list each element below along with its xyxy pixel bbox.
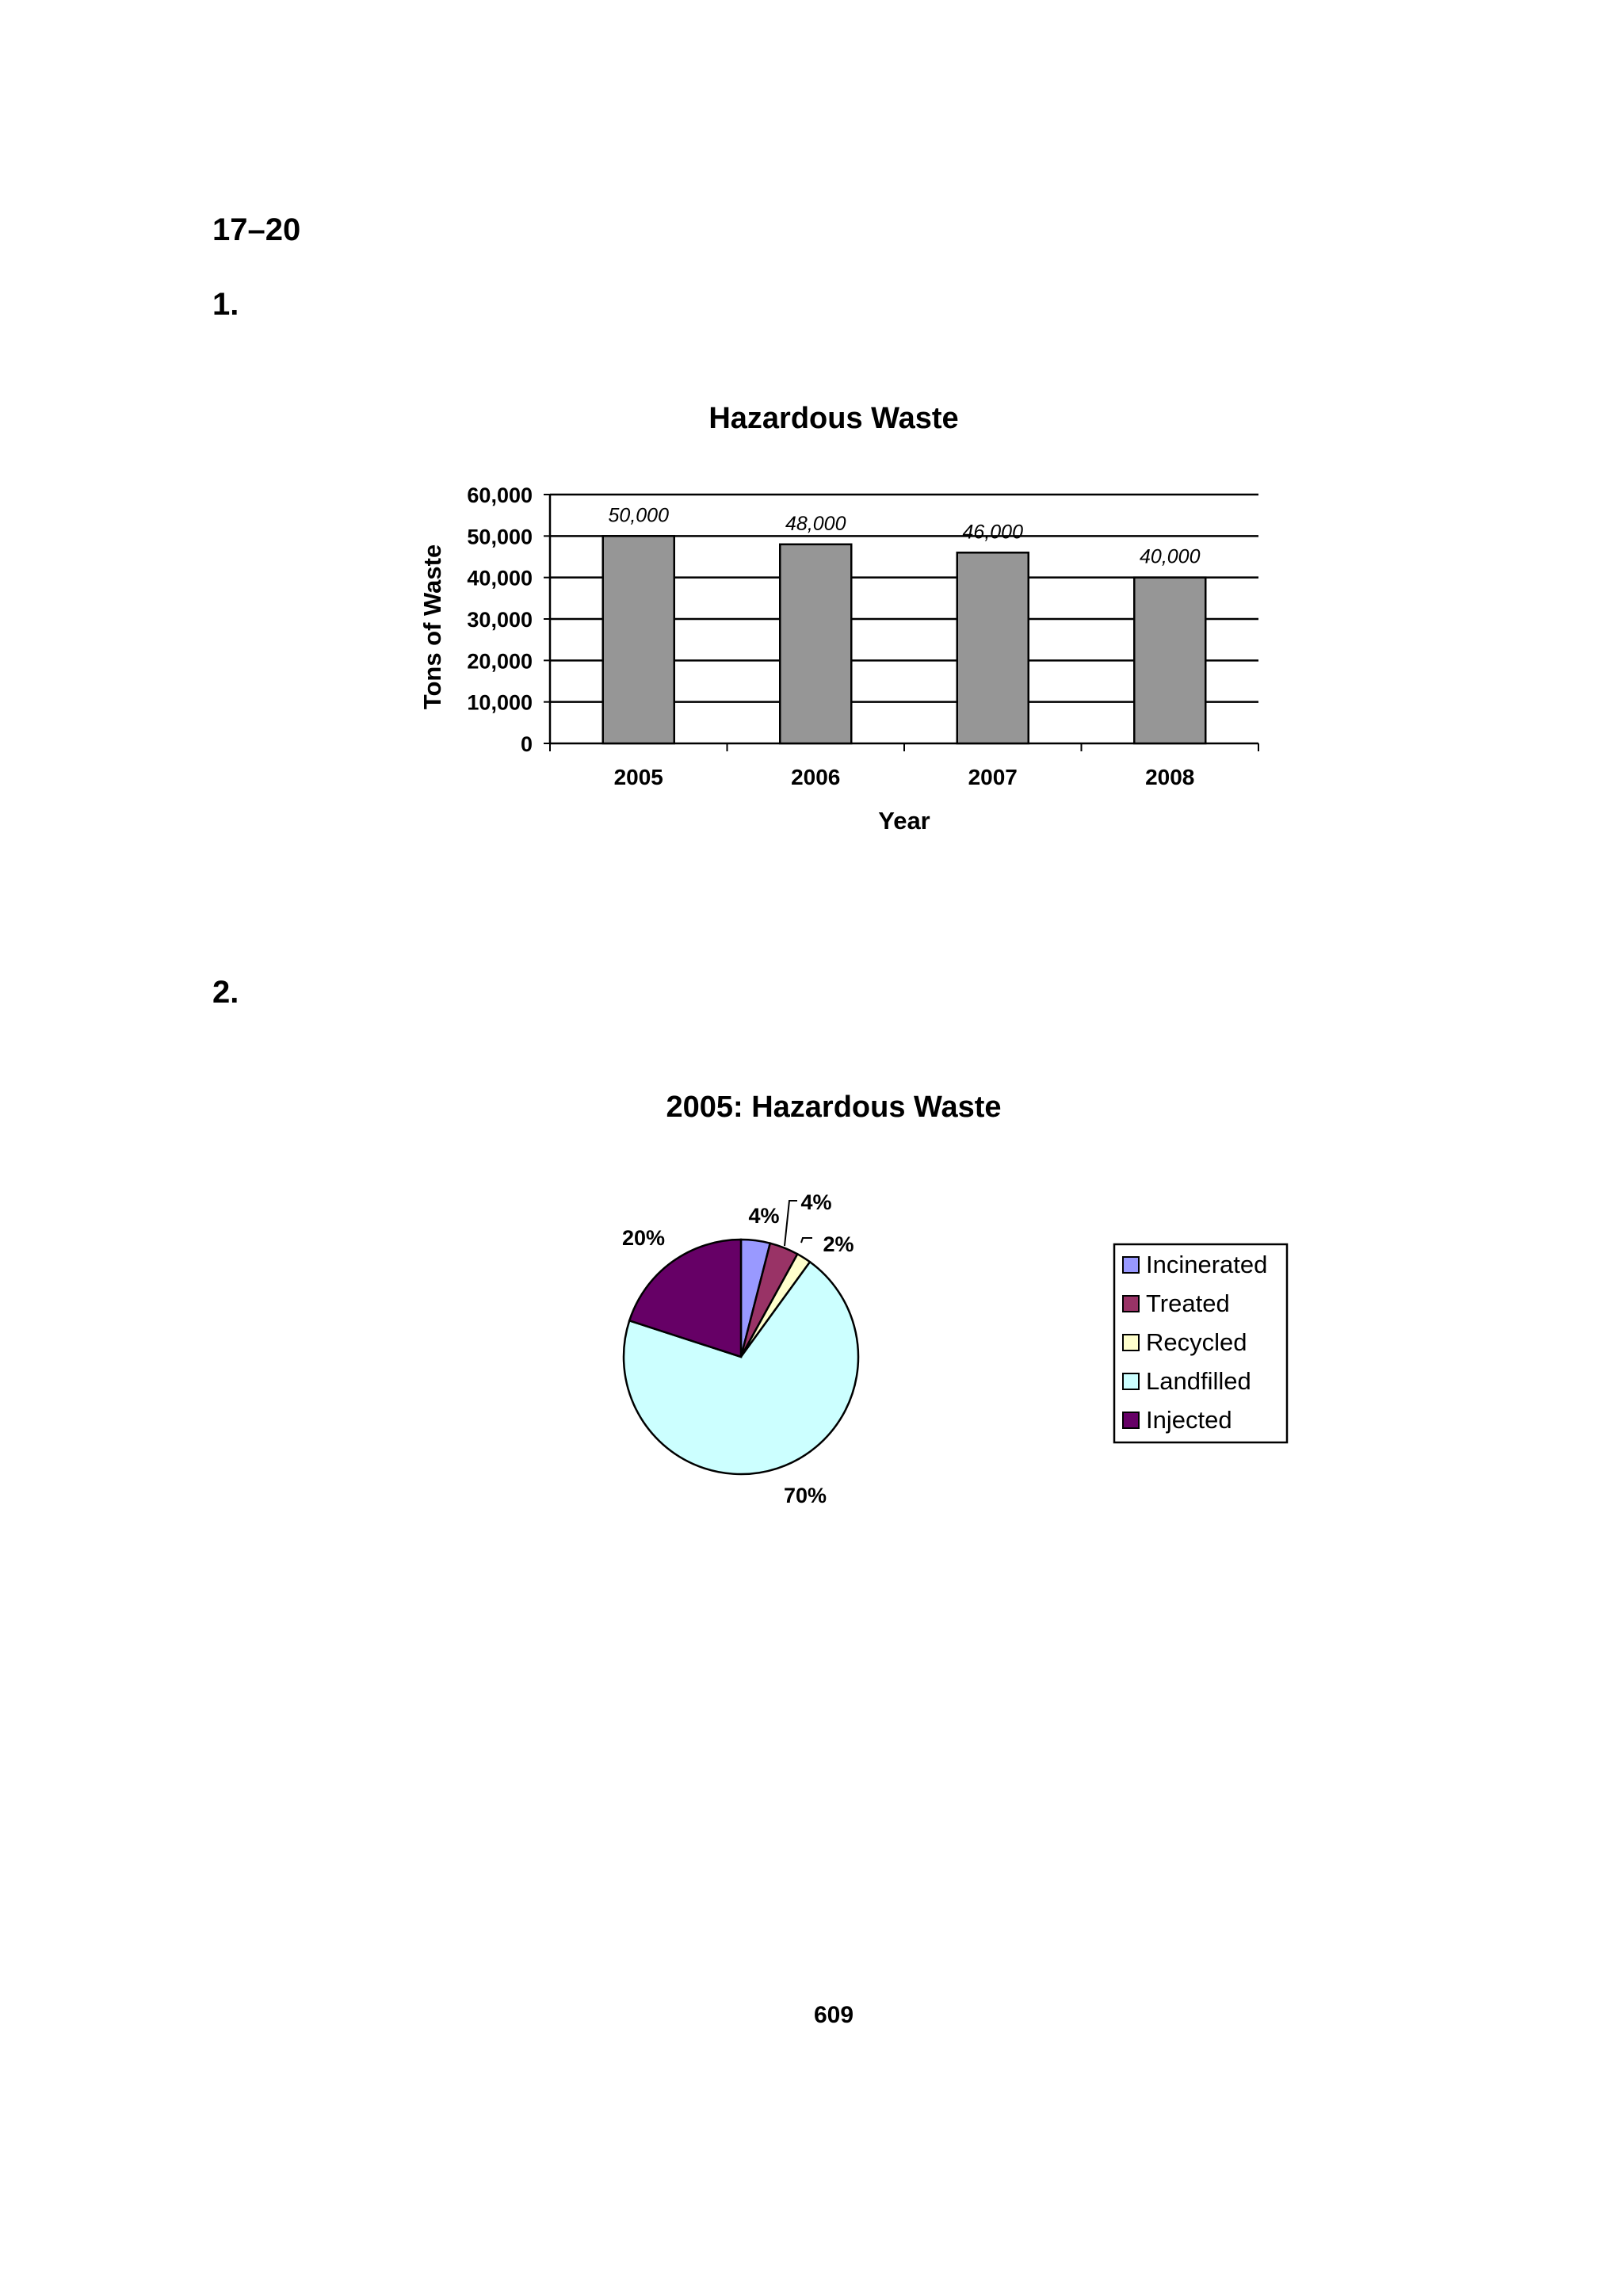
slice-label-treated: 4%	[800, 1190, 832, 1214]
y-axis-label: Tons of Waste	[418, 544, 446, 710]
slice-label-incinerated: 4%	[748, 1204, 780, 1228]
chart-title: 2005: Hazardous Waste	[666, 1091, 1002, 1124]
y-tick-label: 20,000	[467, 649, 533, 674]
x-tick-label: 2006	[791, 765, 841, 789]
x-tick-label: 2007	[968, 765, 1018, 789]
section-number: 17–20	[212, 212, 301, 247]
legend	[1114, 1244, 1287, 1442]
legend-label-landfilled: Landfilled	[1146, 1367, 1251, 1395]
pie-chart	[0, 1070, 1623, 1545]
bar-2007	[957, 552, 1029, 743]
data-label-2008: 40,000	[1140, 545, 1201, 568]
legend-label-recycled: Recycled	[1146, 1328, 1247, 1356]
slice-label-recycled: 2%	[823, 1232, 854, 1256]
legend-swatch-incinerated	[1123, 1257, 1139, 1273]
y-tick-label: 50,000	[467, 525, 533, 549]
y-tick-label: 60,000	[467, 483, 533, 507]
legend-swatch-injected	[1123, 1412, 1139, 1428]
bar-2006	[780, 544, 851, 743]
y-tick-label: 10,000	[467, 690, 533, 715]
x-tick-label: 2005	[613, 765, 663, 789]
legend-label-treated: Treated	[1146, 1289, 1230, 1317]
legend-swatch-landfilled	[1123, 1373, 1139, 1389]
data-label-2005: 50,000	[608, 504, 669, 527]
data-label-2006: 48,000	[785, 512, 846, 535]
bar-2005	[603, 536, 674, 743]
y-tick-label: 40,000	[467, 566, 533, 590]
y-tick-label: 0	[520, 732, 533, 756]
slice-label-injected: 20%	[621, 1226, 666, 1250]
y-tick-label: 30,000	[467, 608, 533, 632]
x-tick-label: 2008	[1145, 765, 1195, 789]
chart-title: Hazardous Waste	[708, 402, 959, 435]
leader-line-treated	[785, 1201, 797, 1246]
bar-2008	[1134, 578, 1205, 743]
legend-swatch-recycled	[1123, 1335, 1139, 1350]
question-number-2: 2.	[212, 975, 239, 1010]
slice-label-landfilled: 70%	[783, 1484, 827, 1507]
bar-chart	[0, 380, 1623, 872]
question-number-1: 1.	[212, 287, 239, 322]
legend-label-injected: Injected	[1146, 1406, 1232, 1434]
page-number: 609	[813, 2002, 854, 2028]
legend-label-incinerated: Incinerated	[1146, 1251, 1268, 1278]
legend-swatch-treated	[1123, 1296, 1139, 1312]
leader-line-recycled	[801, 1238, 812, 1243]
data-label-2007: 46,000	[962, 521, 1023, 544]
x-axis-label: Year	[878, 807, 930, 835]
